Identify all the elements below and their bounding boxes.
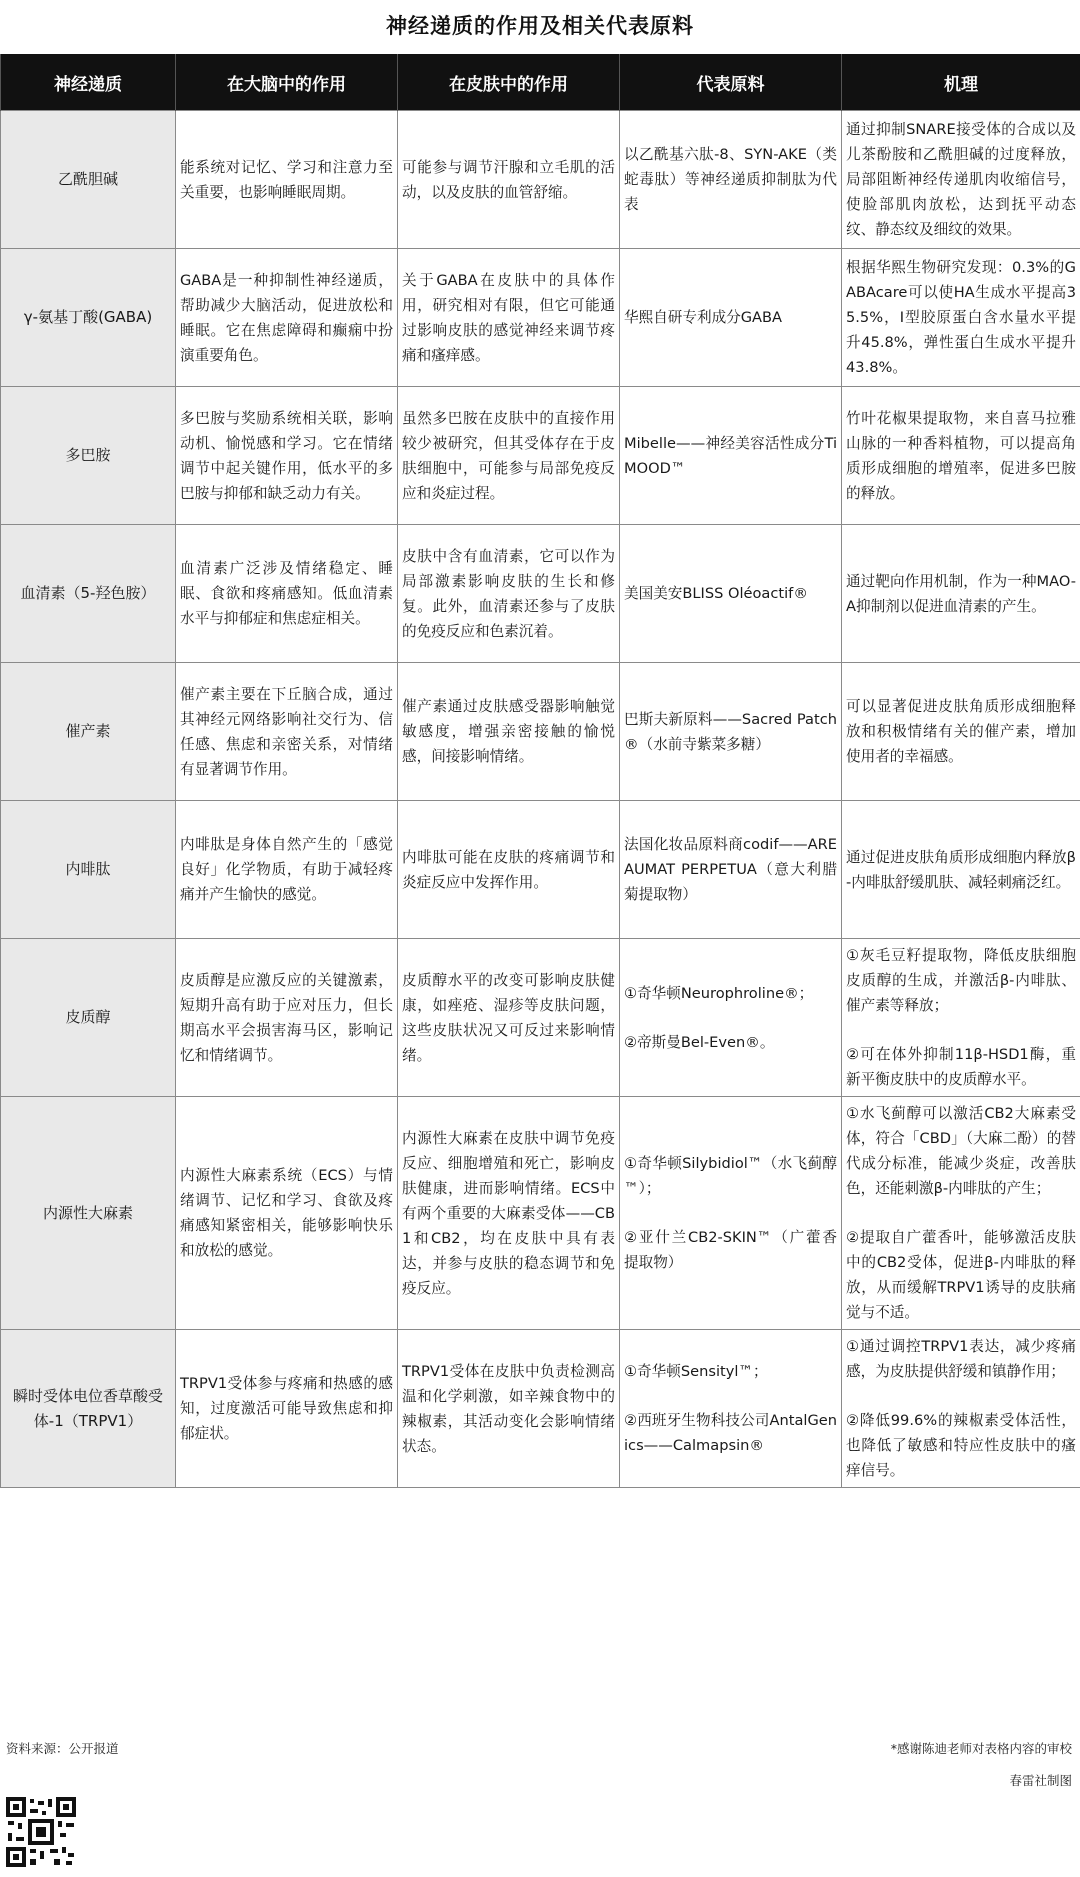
cell-mechanism	[842, 1330, 1080, 1488]
cell-paragraph: 虽然多巴胺在皮肤中的直接作用较少被研究，但其受体存在于皮肤细胞中，可能参与局部免疫反应和炎症过程。	[402, 409, 615, 502]
cell-paragraph: 内啡肽可能在皮肤的疼痛调节和炎症反应中发挥作用。	[402, 848, 615, 891]
cell-skin	[398, 525, 620, 663]
neurotransmitter-name: 多巴胺	[1, 387, 176, 525]
cell-mechanism	[842, 801, 1080, 939]
cell-mechanism	[842, 1097, 1080, 1330]
cell-paragraph: 以乙酰基六肽-8、SYN-AKE（类蛇毒肽）等神经递质抑制肽为代表	[624, 146, 837, 213]
cell-paragraph: ②亚什兰CB2-SKIN™（广藿香提取物）	[624, 1229, 837, 1271]
source-note: 资料来源：公开报道	[6, 1741, 119, 1756]
neurotransmitter-name: γ-氨基丁酸(GABA)	[1, 249, 176, 387]
neurotransmitter-name: 血清素（5-羟色胺）	[1, 525, 176, 663]
cell-material	[620, 249, 842, 387]
cell-paragraph: 通过抑制SNARE接受体的合成以及儿茶酚胺和乙酰胆碱的过度释放，局部阻断神经传递肌肉收缩信号，使脸部肌肉放松，达到抚平动态纹、静态纹及细纹的效果。	[846, 121, 1076, 238]
cell-paragraph: 内啡肽是身体自然产生的「感觉良好」化学物质，有助于减轻疼痛并产生愉快的感觉。	[180, 836, 393, 903]
cell-paragraph: ①奇华顿Sensityl™；	[624, 1363, 768, 1380]
cell-paragraph: 多巴胺与奖励系统相关联，影响动机、愉悦感和学习。它在情绪调节中起关键作用，低水平的多巴胺与抑郁和缺乏动力有关。	[180, 409, 393, 502]
cell-skin	[398, 663, 620, 801]
cell-skin	[398, 1097, 620, 1330]
column-header: 机理	[842, 54, 1080, 111]
cell-paragraph: 血清素广泛涉及情绪稳定、睡眠、食欲和疼痛感知。低血清素水平与抑郁症和焦虑症相关。	[180, 560, 393, 627]
cell-brain	[176, 663, 398, 801]
credit-note: 春雷社制图	[1009, 1773, 1072, 1788]
cell-skin	[398, 801, 620, 939]
cell-paragraph: 催产素通过皮肤感受器影响触觉敏感度，增强亲密接触的愉悦感，间接影响情绪。	[402, 698, 615, 765]
thanks-note: *感谢陈迪老师对表格内容的审校	[890, 1741, 1072, 1756]
page-title: 神经递质的作用及相关代表原料	[386, 14, 694, 38]
cell-brain	[176, 1097, 398, 1330]
cell-mechanism	[842, 663, 1080, 801]
cell-brain	[176, 939, 398, 1097]
cell-material	[620, 939, 842, 1097]
table-header-row	[1, 54, 1080, 111]
cell-brain	[176, 387, 398, 525]
cell-mechanism	[842, 525, 1080, 663]
cell-skin	[398, 1330, 620, 1488]
cell-paragraph: 美国美安BLISS Oléoactif®	[624, 585, 808, 602]
cell-paragraph: 催产素主要在下丘脑合成，通过其神经元网络影响社交行为、信任感、焦虑和亲密关系，对情绪有显著调节作用。	[180, 685, 393, 778]
cell-paragraph: 竹叶花椒果提取物，来自喜马拉雅山脉的一种香料植物，可以提高角质形成细胞的增殖率，促进多巴胺的释放。	[846, 409, 1076, 502]
cell-material	[620, 1097, 842, 1330]
cell-paragraph: ②帝斯曼Bel-Even®。	[624, 1033, 775, 1051]
table-row	[1, 1330, 1080, 1488]
qr-code-icon	[6, 1797, 76, 1867]
cell-brain	[176, 111, 398, 249]
cell-paragraph: ①水飞蓟醇可以激活CB2大麻素受体，符合「CBD」（大麻二酚）的替代成分标准，能减少炎症，改善肤色，还能刺激β-内啡肽的产生；	[846, 1105, 1076, 1197]
cell-paragraph: 皮肤中含有血清素，它可以作为局部激素影响皮肤的生长和修复。此外，血清素还参与了皮肤的免疫反应和色素沉着。	[402, 547, 615, 640]
cell-skin	[398, 387, 620, 525]
cell-paragraph: 能系统对记忆、学习和注意力至关重要，也影响睡眠周期。	[180, 158, 393, 201]
column-header: 神经递质	[1, 54, 176, 111]
cell-brain	[176, 249, 398, 387]
cell-mechanism	[842, 387, 1080, 525]
cell-paragraph: ①奇华顿Silybidiol™（水飞蓟醇™）；	[624, 1155, 837, 1197]
cell-brain	[176, 525, 398, 663]
cell-brain	[176, 801, 398, 939]
cell-paragraph: 内源性大麻素系统（ECS）与情绪调节、记忆和学习、食欲及疼痛感知紧密相关，能够影响快乐和放松的感觉。	[180, 1167, 393, 1259]
cell-paragraph: 可以显著促进皮肤角质形成细胞释放和积极情绪有关的催产素，增加使用者的幸福感。	[846, 698, 1076, 765]
cell-paragraph: ①通过调控TRPV1表达，减少疼痛感，为皮肤提供舒缓和镇静作用；	[846, 1338, 1076, 1380]
cell-paragraph: 皮质醇是应激反应的关键激素，短期升高有助于应对压力，但长期高水平会损害海马区，影响记忆和情绪调节。	[180, 971, 393, 1064]
table-row	[1, 525, 1080, 663]
cell-paragraph: 通过靶向作用机制，作为一种MAO-A抑制剂以促进血清素的产生。	[846, 572, 1076, 615]
table-row	[1, 663, 1080, 801]
cell-paragraph: ②降低99.6%的辣椒素受体活性，也降低了敏感和特应性皮肤中的瘙痒信号。	[846, 1412, 1076, 1479]
column-header: 在皮肤中的作用	[398, 54, 620, 111]
cell-brain	[176, 1330, 398, 1488]
cell-paragraph: 华熙自研专利成分GABA	[624, 309, 783, 326]
cell-paragraph: Mibelle——神经美容活性成分TiMOOD™	[624, 434, 837, 477]
cell-skin	[398, 249, 620, 387]
table-row	[1, 111, 1080, 249]
table-row	[1, 387, 1080, 525]
neurotransmitter-name: 乙酰胆碱	[1, 111, 176, 249]
cell-mechanism	[842, 939, 1080, 1097]
cell-mechanism	[842, 111, 1080, 249]
table-row	[1, 939, 1080, 1097]
table-row	[1, 801, 1080, 939]
column-header: 代表原料	[620, 54, 842, 111]
cell-paragraph: ①奇华顿Neurophroline®；	[624, 984, 814, 1002]
cell-skin	[398, 939, 620, 1097]
cell-paragraph: 通过促进皮肤角质形成细胞内释放β-内啡肽舒缓肌肤、减轻刺痛泛红。	[846, 848, 1076, 891]
table-row	[1, 1097, 1080, 1330]
cell-material	[620, 801, 842, 939]
cell-material	[620, 387, 842, 525]
cell-material	[620, 111, 842, 249]
cell-paragraph: 内源性大麻素在皮肤中调节免疫反应、细胞增殖和死亡，影响皮肤健康，进而影响情绪。ECS中有两个重要的大麻素受体——CB1和CB2，均在皮肤中具有表达，并参与皮肤的稳态调节和免疫反应。	[402, 1129, 615, 1297]
cell-paragraph: 根据华熙生物研究发现：0.3%的GABAcare可以使HA生成水平提高35.5%，Ⅰ型胶原蛋白含水量水平提升45.8%，弹性蛋白生成水平提升43.8%。	[846, 259, 1076, 376]
cell-paragraph: 可能参与调节汗腺和立毛肌的活动，以及皮肤的血管舒缩。	[402, 158, 615, 201]
cell-paragraph: ①灰毛豆籽提取物，降低皮肤细胞皮质醇的生成，并激活β-内啡肽、催产素等释放；	[846, 947, 1076, 1014]
neurotransmitter-name: 内源性大麻素	[1, 1097, 176, 1330]
cell-paragraph: 皮质醇水平的改变可影响皮肤健康，如痤疮、湿疹等皮肤问题，这些皮肤状况又可反过来影响情绪。	[402, 971, 615, 1064]
cell-skin	[398, 111, 620, 249]
cell-paragraph: 巴斯夫新原料——Sacred Patch®（水前寺紫菜多糖）	[624, 710, 837, 753]
cell-paragraph: TRPV1受体参与疼痛和热感的感知，过度激活可能导致焦虑和抑郁症状。	[180, 1375, 393, 1442]
cell-paragraph: ②西班牙生物科技公司AntalGenics——Calmapsin®	[624, 1412, 837, 1454]
neurotransmitter-name: 皮质醇	[1, 939, 176, 1097]
table-row	[1, 249, 1080, 387]
neurotransmitter-table	[0, 54, 1080, 1488]
neurotransmitter-name: 瞬时受体电位香草酸受体-1（TRPV1）	[1, 1330, 176, 1488]
cell-mechanism	[842, 249, 1080, 387]
cell-material	[620, 525, 842, 663]
cell-paragraph: ②可在体外抑制11β-HSD1酶，重新平衡皮肤中的皮质醇水平。	[846, 1046, 1076, 1088]
cell-material	[620, 1330, 842, 1488]
cell-paragraph: ②提取自广藿香叶，能够激活皮肤中的CB2受体，促进β-内啡肽的释放，从而缓解TRPV1诱导的皮肤痛觉与不适。	[846, 1229, 1076, 1321]
cell-paragraph: TRPV1受体在皮肤中负责检测高温和化学刺激，如辛辣食物中的辣椒素，其活动变化会影响情绪状态。	[402, 1362, 615, 1455]
cell-paragraph: 关于GABA在皮肤中的具体作用，研究相对有限，但它可能通过影响皮肤的感觉神经来调节疼痛和瘙痒感。	[402, 271, 615, 364]
cell-paragraph: 法国化妆品原料商codif——AREAUMAT PERPETUA（意大利腊菊提取物）	[624, 836, 837, 903]
neurotransmitter-name: 催产素	[1, 663, 176, 801]
cell-paragraph: GABA是一种抑制性神经递质，帮助减少大脑活动，促进放松和睡眠。它在焦虑障碍和癫痫中扮演重要角色。	[180, 271, 393, 364]
neurotransmitter-name: 内啡肽	[1, 801, 176, 939]
column-header: 在大脑中的作用	[176, 54, 398, 111]
cell-material	[620, 663, 842, 801]
